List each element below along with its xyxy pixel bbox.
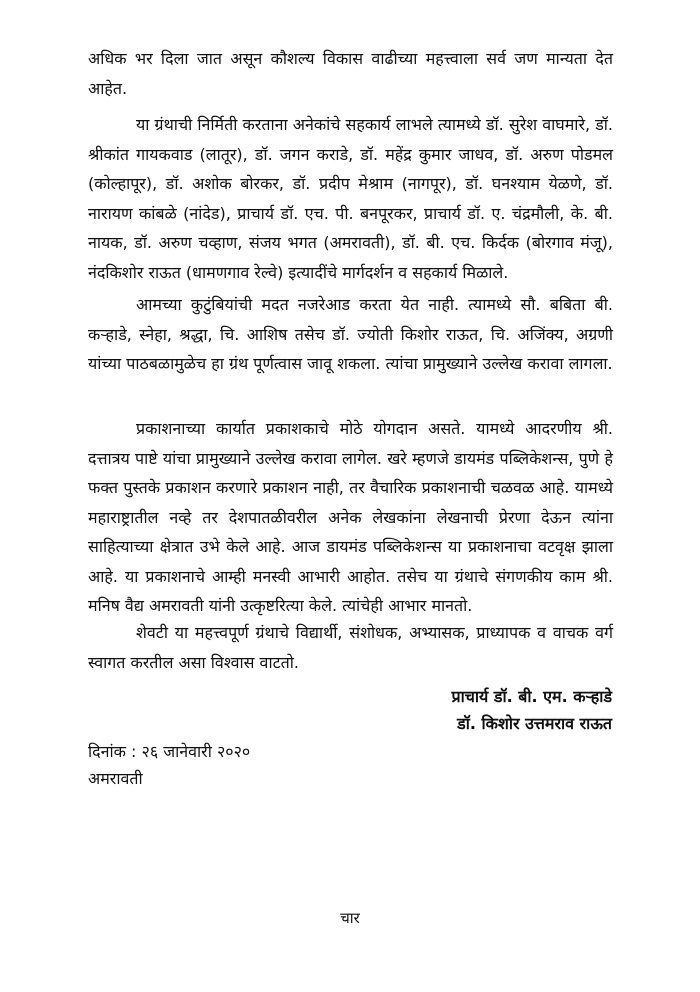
signature-author-2: डॉ. किशोर उत्तमराव राऊत	[457, 714, 612, 733]
paragraph-continuation: अधिक भर दिला जात असून कौशल्य विकास वाढीच्या महत्त्वाला सर्व जण मान्यता देत आहेत.	[88, 49, 613, 98]
paragraph-acknowledgements-family: आमच्या कुटुंबियांची मदत नजरेआड करता येत नाही. त्यामध्ये सौ. बबिता बी. कऱ्हाडे, स्नेहा, श्रद्धा, चि. आशिष तसेच डॉ. ज्योती किशोर राऊत, चि. अजिंक्य, अग्रणी यांच्या पाठबळामुळेच हा ग्रंथ पूर्णत्वास जावू शकला. त्यांचा प्रामुख्याने उल्लेख करावा लागला.	[88, 295, 613, 373]
page-number: चार	[340, 909, 360, 927]
place-line: अमरावती	[88, 769, 143, 788]
paragraph-closing: शेवटी या महत्त्वपूर्ण ग्रंथाचे विद्यार्थी, संशोधक, अभ्यासक, प्राध्यापक व वाचक वर्ग स्वागत करतील असा विश्वास वाटतो.	[88, 623, 613, 672]
paragraph-acknowledgements-colleagues: या ग्रंथाची निर्मिती करताना अनेकांचे सहकार्य लाभले त्यामध्ये डॉ. सुरेश वाघमारे, डॉ. श्रीकांत गायकवाड (लातूर), डॉ. जगन कराडे, डॉ. महेंद्र कुमार जाधव, डॉ. अरुण पोडमल (कोल्हापूर), डॉ. अशोक बोरकर, डॉ. प्रदीप मेश्राम (नागपूर), डॉ. घनश्याम येळणे, डॉ. नारायण कांबळे (नांदेड), प्राचार्य डॉ. एच. पी. बनपूरकर, प्राचार्य डॉ. ए. चंद्रमौली, के. बी. नायक, डॉ. अरुण चव्हाण, संजय भगत (अमरावती), डॉ. बी. एच. किर्दक (बोरगाव मंजू), नंदकिशोर राऊत (धामणगाव रेल्वे) इत्यादींचे मार्गदर्शन व सहकार्य मिळाले.	[88, 115, 613, 282]
signature-author-1: प्राचार्य डॉ. बी. एम. कऱ्हाडे	[451, 687, 612, 706]
date-line: दिनांक : २६ जानेवारी २०२०	[88, 742, 251, 761]
paragraph-acknowledgements-publisher: प्रकाशनाच्या कार्यात प्रकाशकाचे मोठे योगदान असते. यामध्ये आदरणीय श्री. दत्तात्रय पाष्टे यांचा प्रामुख्याने उल्लेख करावा लागेल. खरे म्हणजे डायमंड पब्लिकेशन्स, पुणे हे फक्त पुस्तके प्रकाशन करणारे प्रकाशन नाही, तर वैचारिक प्रकाशनाची चळवळ आहे. यामध्ये महाराष्ट्रातील नव्हे तर देशपातळीवरील अनेक लेखकांना लेखनाची प्रेरणा देऊन त्यांना साहित्याच्या क्षेत्रात उभे केले आहे. आज डायमंड पब्लिकेशन्स या प्रकाशनाचा वटवृक्ष झाला आहे. या प्रकाशनाचे आम्ही मनस्वी आभारी आहोत. तसेच या ग्रंथाचे संगणकीय काम श्री. मनिष वैद्य अमरावती यांनी उत्कृष्टरित्या केले. त्यांचेही आभार मानतो.	[88, 419, 613, 615]
